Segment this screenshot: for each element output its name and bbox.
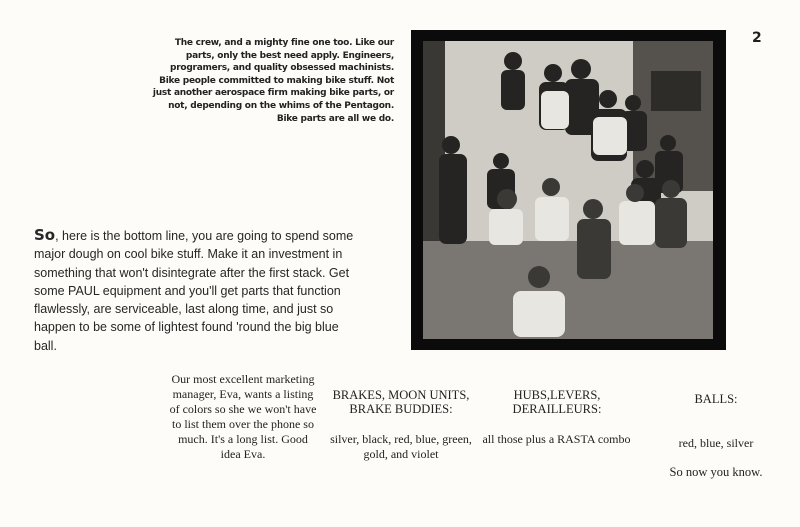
balls-colors: red, blue, silver <box>678 436 754 450</box>
hubs-heading: HUBS,LEVERS, DERAILLEURS: <box>512 388 602 416</box>
dropcap: So <box>34 226 56 244</box>
crew-group-photo <box>423 41 713 339</box>
crew-caption: The crew, and a mighty fine one too. Like our parts, only the best need apply. Engineers, programers, and quality obsessed machinists. Bike people committed to making bike stuff. Not just another aerospace firm making bike parts, or not, depending on the whims of the Pentagon. Bike parts are all we do. <box>152 38 394 124</box>
signoff: So now you know. <box>669 465 763 479</box>
hubs-colors: all those plus a RASTA combo <box>482 432 631 446</box>
eva-note: Our most excellent marketing manager, Eva, wants a listing of colors so she we won't have to list them over the phone so much. It's a long list. Good idea Eva. <box>169 372 317 461</box>
brakes-colors: silver, black, red, blue, green, gold, and violet <box>330 432 472 461</box>
crew-photo-illustration <box>423 41 713 339</box>
bottom-line-text: , here is the bottom line, you are going to spend some major dough on cool bike stuff. Make it an investment in something that won't disintegrate after the first stack. Get some PAUL equipment and you'll get parts that function flawlessly, are serviceable, last along time, and just so happen to be some of lightest found 'round the big blue ball. <box>34 229 354 353</box>
page-number: 2 <box>752 30 762 46</box>
brakes-heading: BRAKES, MOON UNITS, BRAKE BUDDIES: <box>332 388 470 416</box>
photo-frame <box>411 30 726 350</box>
bottom-line-paragraph <box>34 226 364 355</box>
balls-heading: BALLS: <box>694 392 738 406</box>
